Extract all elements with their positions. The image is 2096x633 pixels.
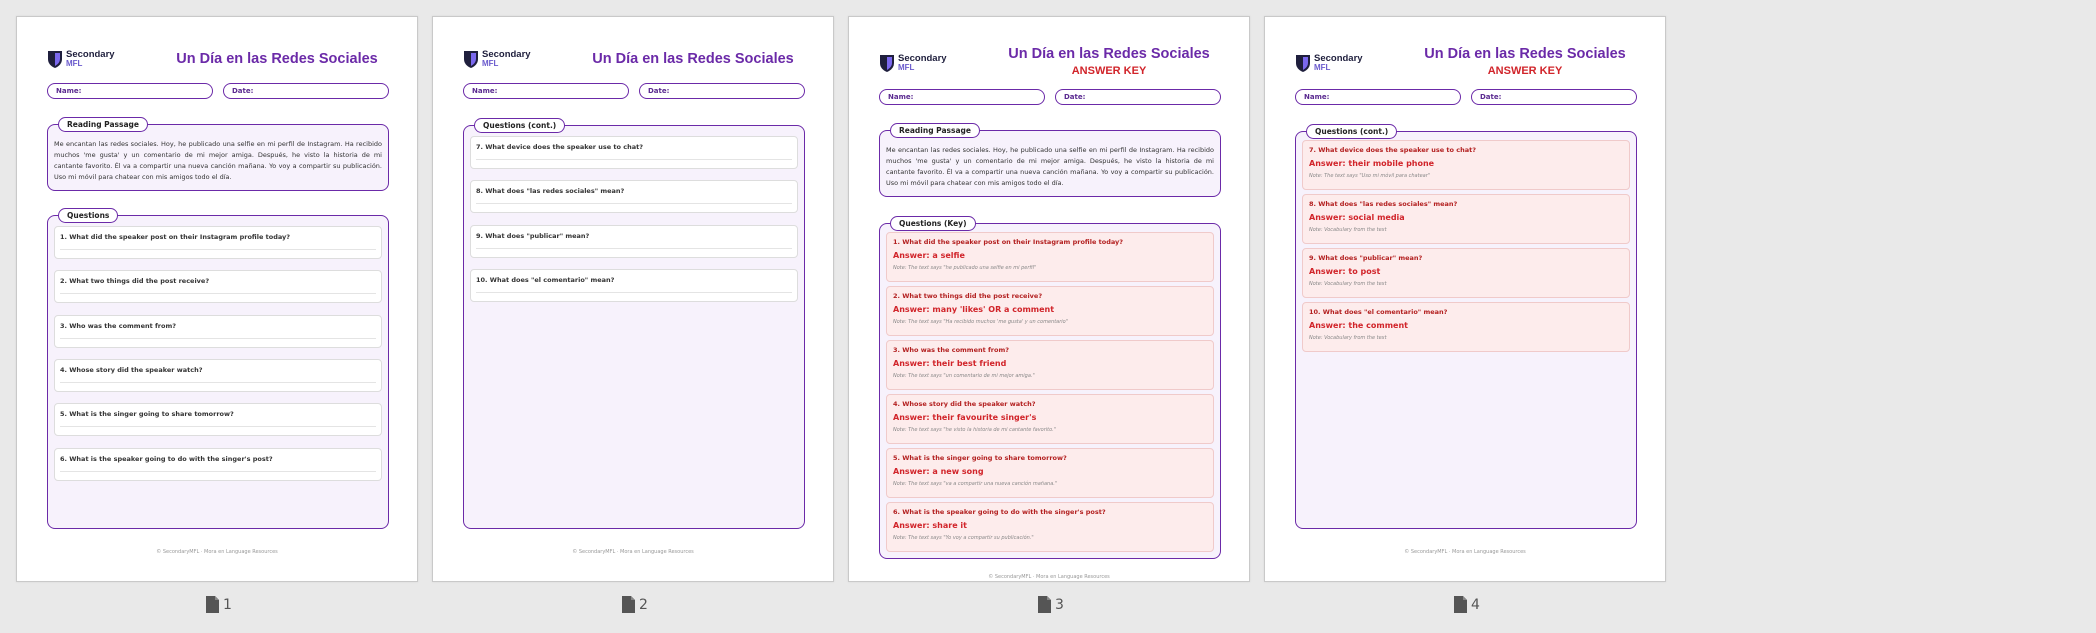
answer-line [476, 159, 792, 160]
reading-passage-text: Me encantan las redes sociales. Hoy, he publicado una selfie en mi perfil de Instagram. Ha recibido muchos 'me gusta' y un comentario de mi mejor amiga. Después, he visto la historia de mi cantante favorito. Él va a compartir una nueva canción mañana. Yo voy a compartir su publicación. Uso mi móvil para chatear con mis amigos todo el día. [54, 140, 382, 181]
question-text: 9. What does "publicar" mean? [1309, 254, 1423, 262]
footer: © SecondaryMFL · Mora en Language Resources [988, 574, 1110, 580]
questions-cont-key-box [1295, 127, 1637, 529]
logo [47, 49, 115, 69]
logo [1295, 53, 1363, 73]
answer-text: Answer: their favourite singer's [893, 413, 1037, 422]
answer-text: Answer: social media [1309, 213, 1405, 222]
reading-passage-box [47, 120, 389, 191]
answer-card [886, 502, 1214, 552]
question-text: 7. What device does the speaker use to chat? [476, 143, 644, 151]
date-field[interactable]: Date: [639, 83, 805, 99]
name-field[interactable]: Name: [879, 89, 1045, 105]
answer-card [1302, 248, 1630, 298]
answer-note: Note: The text says "va a compartir una nueva canción mañana." [893, 481, 1058, 487]
answer-line [476, 248, 792, 249]
date-field[interactable]: Date: [223, 83, 389, 99]
page-number-4[interactable] [1454, 596, 1480, 613]
logo-line2: MFL [66, 59, 83, 68]
name-field[interactable]: Name: [47, 83, 213, 99]
shield-logo-icon [47, 49, 63, 69]
page-number-label: 2 [639, 596, 648, 613]
page-number-2[interactable] [622, 596, 648, 613]
footer: © SecondaryMFL · Mora en Language Resources [156, 549, 278, 555]
questions-box [47, 211, 389, 529]
page-title: Un Día en las Redes Sociales [1424, 46, 1626, 62]
footer: © SecondaryMFL · Mora en Language Resources [1404, 549, 1526, 555]
logo-line2: MFL [482, 59, 499, 68]
question-text: 6. What is the speaker going to do with the singer's post? [60, 455, 273, 463]
shield-logo-icon [1295, 53, 1311, 73]
answer-text: Answer: to post [1309, 267, 1381, 276]
question-text: 8. What does "las redes sociales" mean? [476, 187, 625, 195]
question-text: 3. Who was the comment from? [60, 322, 177, 330]
questions-label: Questions [58, 208, 118, 223]
question-card[interactable] [470, 225, 798, 258]
answer-text: Answer: their mobile phone [1309, 159, 1435, 168]
answer-note: Note: Vocabulary from the text [1309, 227, 1387, 233]
question-card[interactable] [54, 359, 382, 392]
question-text: 2. What two things did the post receive? [60, 277, 210, 285]
logo-line2: MFL [898, 63, 915, 72]
page-number-1[interactable] [206, 596, 232, 613]
question-text: 1. What did the speaker post on their Instagram profile today? [893, 238, 1124, 246]
logo [879, 53, 947, 73]
questions-key-label: Questions (Key) [890, 216, 976, 231]
answer-key-label: ANSWER KEY [1071, 65, 1147, 77]
answer-card [886, 286, 1214, 336]
answer-text: Answer: a selfie [893, 251, 965, 260]
answer-line [476, 292, 792, 293]
name-field[interactable]: Name: [1295, 89, 1461, 105]
question-text: 5. What is the singer going to share tomorrow? [60, 410, 234, 418]
answer-note: Note: The text says "Uso mi móvil para chatear" [1309, 173, 1431, 179]
page-number-3[interactable] [1038, 596, 1064, 613]
answer-text: Answer: their best friend [893, 359, 1007, 368]
question-text: 7. What device does the speaker use to chat? [1309, 146, 1477, 154]
logo-line1: Secondary [66, 49, 115, 60]
answer-note: Note: The text says "Ha recibido muchos 'me gusta' y un comentario" [893, 319, 1069, 325]
answer-line [60, 293, 376, 294]
answer-note: Note: The text says "he visto la historia de mi cantante favorito." [893, 427, 1057, 433]
question-card[interactable] [54, 270, 382, 303]
shield-logo-icon [879, 53, 895, 73]
answer-text: Answer: share it [893, 521, 967, 530]
logo-line1: Secondary [1314, 53, 1363, 64]
question-text: 5. What is the singer going to share tomorrow? [893, 454, 1067, 462]
answer-line [60, 249, 376, 250]
question-text: 4. Whose story did the speaker watch? [60, 366, 203, 374]
document-icon [206, 596, 219, 613]
question-text: 9. What does "publicar" mean? [476, 232, 590, 240]
answer-card [886, 232, 1214, 282]
question-card[interactable] [470, 180, 798, 213]
answer-line [60, 338, 376, 339]
answer-card [1302, 302, 1630, 352]
question-text: 10. What does "el comentario" mean? [1309, 308, 1448, 316]
question-text: 2. What two things did the post receive? [893, 292, 1043, 300]
page-2[interactable] [432, 16, 834, 582]
footer: © SecondaryMFL · Mora en Language Resources [572, 549, 694, 555]
reading-passage-text: Me encantan las redes sociales. Hoy, he publicado una selfie en mi perfil de Instagram. Ha recibido muchos 'me gusta' y un comentario de mi mejor amiga. Después, he visto la historia de mi cantante favorito. Él va a compartir una nueva canción mañana. Yo voy a compartir su publicación. Uso mi móvil para chatear con mis amigos todo el día. [886, 146, 1214, 187]
answer-note: Note: The text says "he publicado una selfie en mi perfil" [893, 265, 1037, 271]
answer-note: Note: The text says "un comentario de mi mejor amiga." [893, 373, 1035, 379]
document-icon [622, 596, 635, 613]
question-card[interactable] [54, 448, 382, 481]
page-4[interactable] [1264, 16, 1666, 582]
logo-line1: Secondary [482, 49, 531, 60]
answer-card [886, 340, 1214, 390]
answer-note: Note: Vocabulary from the text [1309, 281, 1387, 287]
date-field[interactable]: Date: [1055, 89, 1221, 105]
logo-line1: Secondary [898, 53, 947, 64]
question-text: 3. Who was the comment from? [893, 346, 1010, 354]
questions-cont-box [463, 121, 805, 529]
date-field[interactable]: Date: [1471, 89, 1637, 105]
answer-note: Note: The text says "Yo voy a compartir su publicación." [893, 535, 1034, 541]
logo-line2: MFL [1314, 63, 1331, 72]
question-text: 4. Whose story did the speaker watch? [893, 400, 1036, 408]
answer-note: Note: Vocabulary from the text [1309, 335, 1387, 341]
answer-line [476, 203, 792, 204]
page-number-label: 4 [1471, 596, 1480, 613]
questions-cont-label: Questions (cont.) [1306, 124, 1397, 139]
answer-card [1302, 140, 1630, 190]
reading-passage-label: Reading Passage [890, 123, 980, 138]
answer-line [60, 382, 376, 383]
answer-text: Answer: many 'likes' OR a comment [893, 305, 1055, 314]
page-1[interactable] [16, 16, 418, 582]
document-icon [1454, 596, 1467, 613]
reading-passage-box [879, 126, 1221, 197]
page-title: Un Día en las Redes Sociales [176, 51, 378, 67]
answer-card [886, 394, 1214, 444]
page-number-label: 1 [223, 596, 232, 613]
document-icon [1038, 596, 1051, 613]
question-card[interactable] [54, 403, 382, 436]
question-card[interactable] [470, 136, 798, 169]
question-card[interactable] [470, 269, 798, 302]
answer-key-label: ANSWER KEY [1487, 65, 1563, 77]
answer-line [60, 471, 376, 472]
answer-text: Answer: the comment [1309, 321, 1408, 330]
reading-passage-label: Reading Passage [58, 117, 148, 132]
questions-cont-label: Questions (cont.) [474, 118, 565, 133]
question-text: 10. What does "el comentario" mean? [476, 276, 615, 284]
question-text: 1. What did the speaker post on their Instagram profile today? [60, 233, 291, 241]
logo [463, 49, 531, 69]
page-number-label: 3 [1055, 596, 1064, 613]
question-card[interactable] [54, 315, 382, 348]
page-title: Un Día en las Redes Sociales [592, 51, 794, 67]
question-text: 8. What does "las redes sociales" mean? [1309, 200, 1458, 208]
shield-logo-icon [463, 49, 479, 69]
answer-card [886, 448, 1214, 498]
name-field[interactable]: Name: [463, 83, 629, 99]
page-3[interactable] [848, 16, 1250, 582]
question-card[interactable] [54, 226, 382, 259]
answer-card [1302, 194, 1630, 244]
questions-key-box [879, 219, 1221, 559]
page-title: Un Día en las Redes Sociales [1008, 46, 1210, 62]
answer-text: Answer: a new song [893, 467, 984, 476]
question-text: 6. What is the speaker going to do with the singer's post? [893, 508, 1106, 516]
answer-line [60, 426, 376, 427]
